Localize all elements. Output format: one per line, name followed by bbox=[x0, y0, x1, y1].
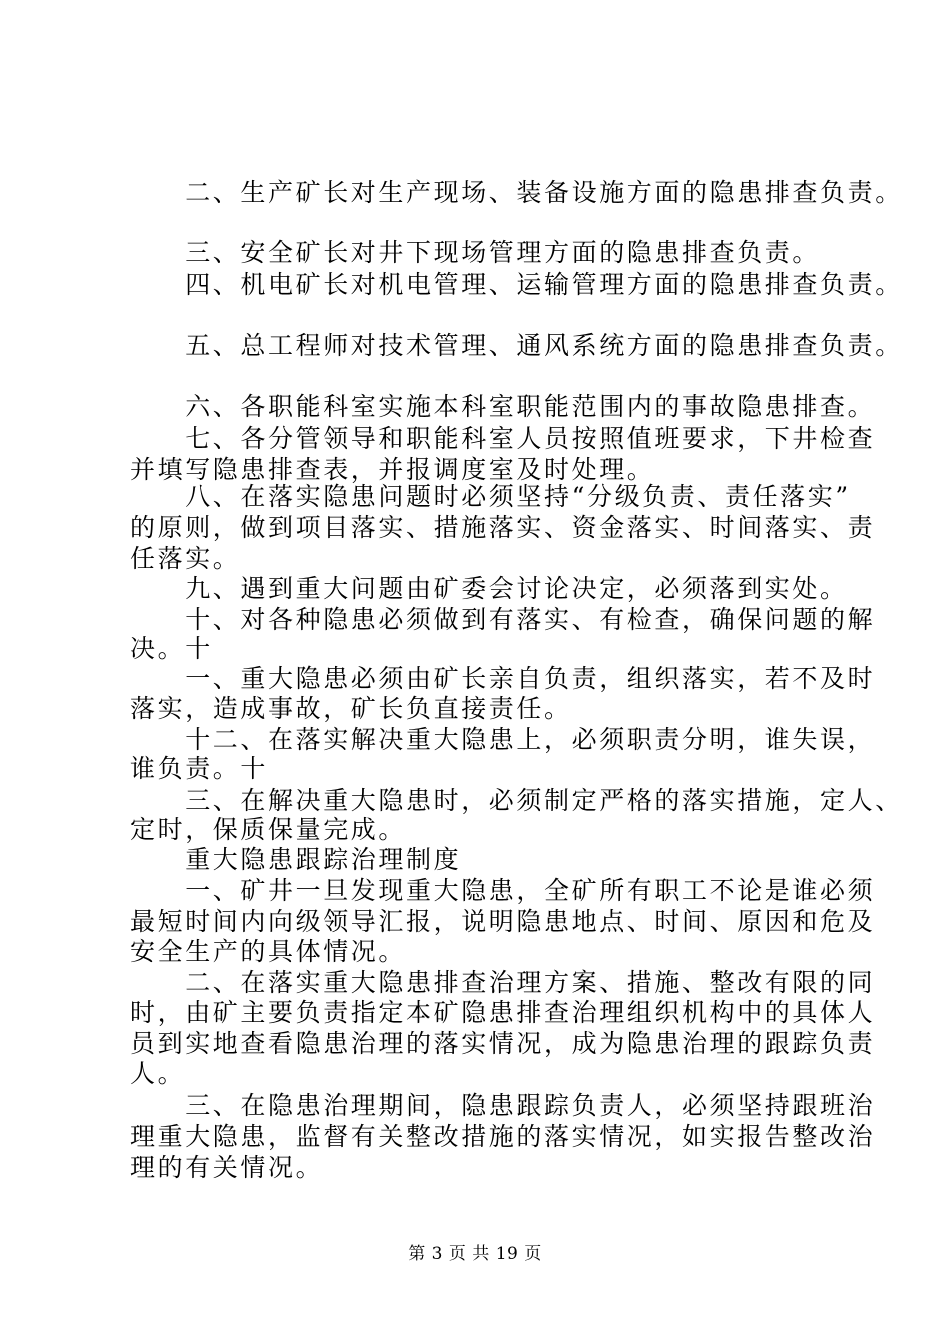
text-line: 七、各分管领导和职能科室人员按照值班要求，下井检查 bbox=[130, 424, 876, 453]
text-line: 的原则，做到项目落实、措施落实、资金落实、时间落实、责 bbox=[130, 513, 876, 542]
text-line: 一、重大隐患必须由矿长亲自负责，组织落实，若不及时 bbox=[130, 664, 876, 693]
text-line: 三、在隐患治理期间，隐患跟踪负责人，必须坚持跟班治 bbox=[130, 1091, 876, 1120]
text-line: 安全生产的具体情况。 bbox=[130, 937, 407, 966]
text-line: 谁负责。十 bbox=[130, 754, 269, 783]
text-line: 一、矿井一旦发现重大隐患，全矿所有职工不论是谁必须 bbox=[130, 876, 876, 905]
text-line: 理重大隐患，监督有关整改措施的落实情况，如实报告整改治 bbox=[130, 1122, 876, 1151]
text-line: 员到实地查看隐患治理的落实情况，成为隐患治理的跟踪负责 bbox=[130, 1029, 876, 1058]
text-line: 八、在落实隐患问题时必须坚持“分级负责、责任落实” bbox=[130, 482, 851, 511]
text-line: 六、各职能科室实施本科室职能范围内的事故隐患排查。 bbox=[130, 392, 876, 421]
text-line: 四、机电矿长对机电管理、运输管理方面的隐患排查负责。 bbox=[130, 270, 903, 299]
text-line: 定时，保质保量完成。 bbox=[130, 815, 407, 844]
text-line: 落实，造成事故，矿长负直接责任。 bbox=[130, 694, 572, 723]
text-line: 任落实。 bbox=[130, 544, 241, 573]
text-line: 九、遇到重大问题由矿委会讨论决定，必须落到实处。 bbox=[130, 574, 848, 603]
text-line: 决。十 bbox=[130, 634, 213, 663]
section-heading: 重大隐患跟踪治理制度 bbox=[130, 845, 462, 874]
page-number-footer: 第 3 页 共 19 页 bbox=[408, 1244, 542, 1264]
text-line: 理的有关情况。 bbox=[130, 1153, 324, 1182]
text-line: 十二、在落实解决重大隐患上，必须职责分明，谁失误， bbox=[130, 725, 876, 754]
text-line: 二、在落实重大隐患排查治理方案、措施、整改有限的同 bbox=[130, 968, 876, 997]
text-line: 二、生产矿长对生产现场、装备设施方面的隐患排查负责。 bbox=[130, 178, 903, 207]
text-line: 时，由矿主要负责指定本矿隐患排查治理组织机构中的具体人 bbox=[130, 998, 876, 1027]
text-line: 并填写隐患排查表，并报调度室及时处理。 bbox=[130, 455, 655, 484]
text-line: 十、对各种隐患必须做到有落实、有检查，确保问题的解 bbox=[130, 605, 876, 634]
text-line: 人。 bbox=[130, 1059, 186, 1088]
text-line: 三、安全矿长对井下现场管理方面的隐患排查负责。 bbox=[130, 238, 821, 267]
text-line: 五、总工程师对技术管理、通风系统方面的隐患排查负责。 bbox=[130, 331, 903, 360]
text-line: 三、在解决重大隐患时，必须制定严格的落实措施，定人、 bbox=[130, 786, 903, 815]
text-line: 最短时间内向级领导汇报，说明隐患地点、时间、原因和危及 bbox=[130, 907, 876, 936]
